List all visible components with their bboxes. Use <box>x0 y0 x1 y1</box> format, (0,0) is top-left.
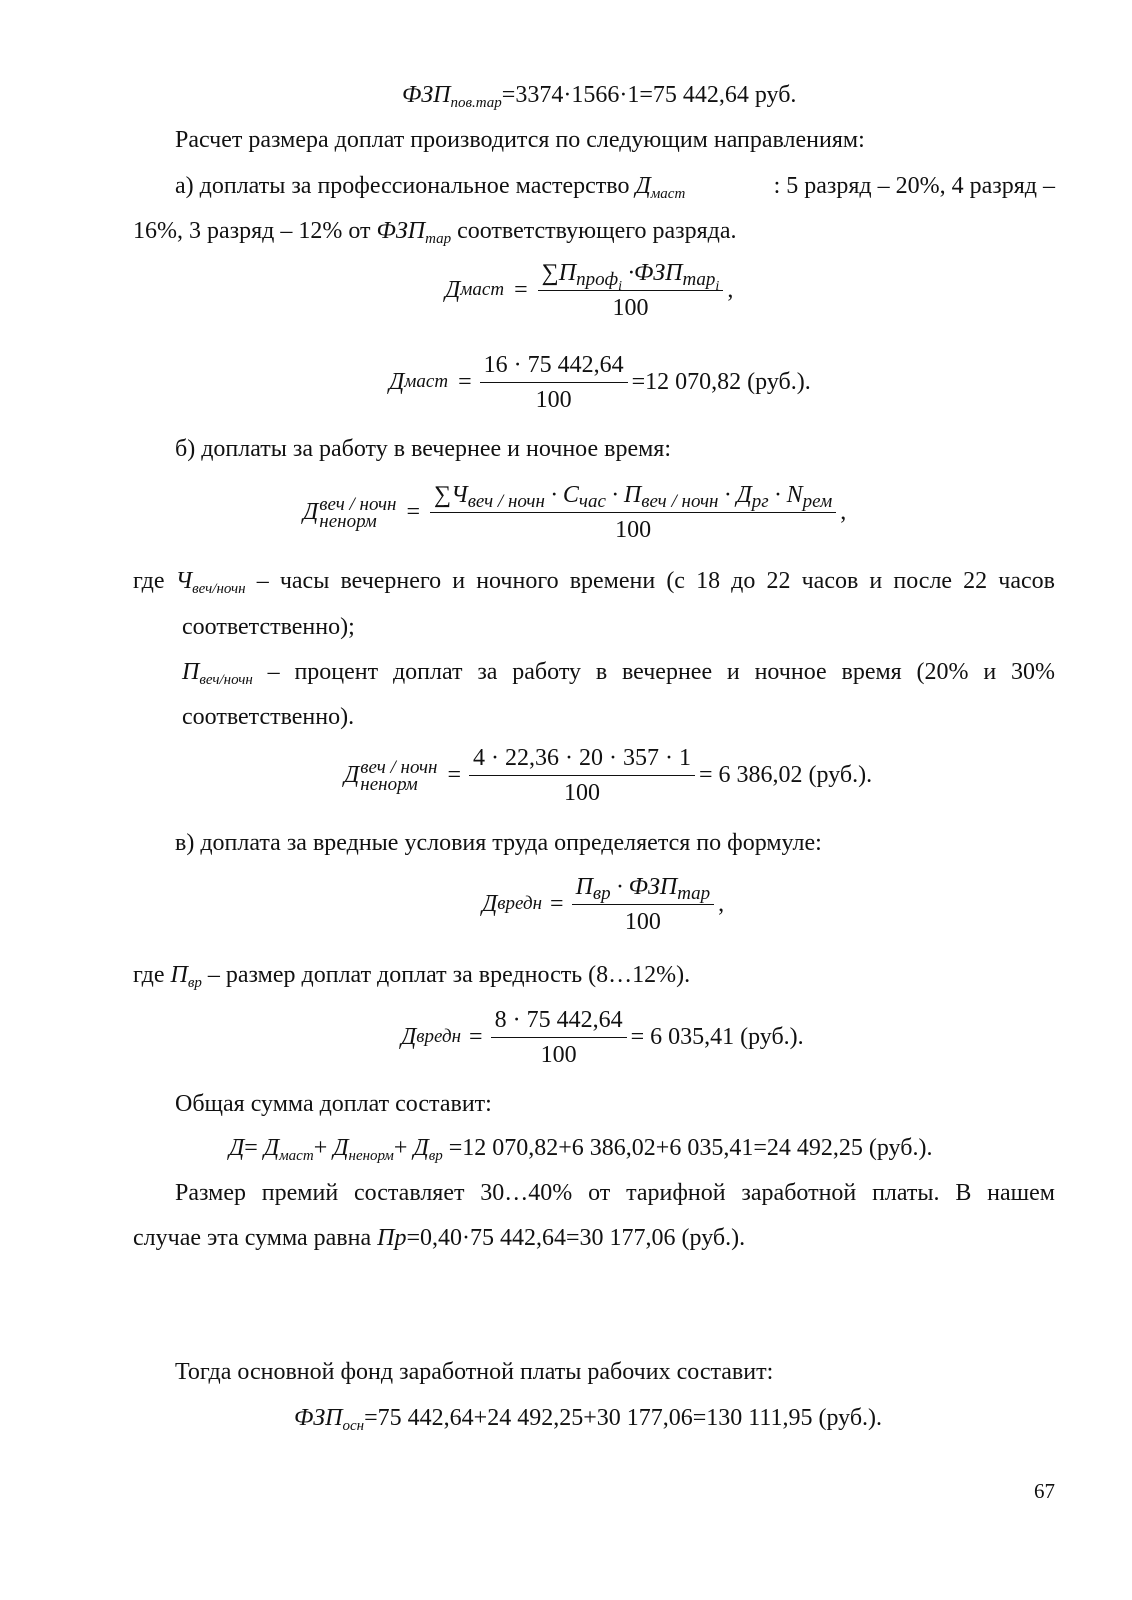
e-sub: рем <box>802 491 833 512</box>
c-sub: веч / ночн <box>641 491 719 512</box>
sub: вр <box>187 975 202 991</box>
where-ch-line2: соответственно); <box>182 614 355 640</box>
sub2: тар <box>682 269 716 290</box>
num: 4 · 22,36 · 20 · 357 · 1 <box>469 743 695 776</box>
fraction <box>572 872 715 937</box>
text: + <box>393 1135 414 1161</box>
tail: =12 070,82 (руб.). <box>631 369 811 395</box>
d: · Д <box>718 482 752 508</box>
sup: веч / ночн <box>319 493 397 515</box>
tail: , <box>718 891 725 917</box>
a: П <box>575 874 593 900</box>
var: Д <box>635 173 651 199</box>
fraction <box>538 258 724 323</box>
e: · N <box>768 482 803 508</box>
sub: маст <box>279 1148 314 1164</box>
lhs: Д <box>344 762 360 788</box>
paragraph-a-line2 <box>133 216 737 246</box>
sub: маст <box>650 186 686 202</box>
den: 100 <box>564 780 601 806</box>
lhs-scripts <box>360 756 438 795</box>
index: i <box>618 279 622 294</box>
var: ФЗП <box>294 1405 343 1431</box>
sub: ненорм <box>348 1148 394 1164</box>
where-p-line1 <box>182 657 1055 687</box>
b: · С <box>544 482 579 508</box>
page-number: 67 <box>1034 1479 1055 1503</box>
lhs: Д <box>482 891 498 917</box>
sub: осн <box>342 1418 365 1434</box>
text: а) доплаты за профессиональное мастерство <box>175 173 636 199</box>
formula-fond <box>294 1403 882 1433</box>
a: ∑Ч <box>434 482 468 508</box>
paragraph-premium-line2 <box>133 1223 745 1253</box>
var: Д <box>333 1135 349 1161</box>
heading-v: в) доплата за вредные условия труда определяется по формуле: <box>175 830 822 856</box>
lhs-sub: маст <box>404 371 449 392</box>
var: Ч <box>175 568 193 594</box>
var: П <box>182 659 200 685</box>
num: 16 · 75 442,64 <box>480 350 628 383</box>
text: случае эта сумма равна <box>133 1225 378 1251</box>
text: – процент доплат за работу в вечернее и ночное время (20% и 30% <box>252 659 1055 685</box>
lhs-sub: вредн <box>497 893 543 914</box>
lhs: Д <box>445 277 461 303</box>
var: Д <box>229 1135 245 1161</box>
den: 100 <box>535 387 572 413</box>
a-sub: веч / ночн <box>467 491 545 512</box>
text: = <box>244 1135 264 1161</box>
lhs: Д <box>389 369 405 395</box>
fraction <box>469 743 695 808</box>
index2: i <box>715 279 720 294</box>
fraction <box>480 350 628 415</box>
text: =0,40·75 442,64=30 177,06 (руб.). <box>406 1225 746 1251</box>
tail: , <box>727 277 734 303</box>
var: Д <box>263 1135 280 1161</box>
var: Пр <box>377 1225 407 1251</box>
text: где <box>133 568 176 594</box>
text: 16%, 3 разряд – 12% от <box>133 218 377 244</box>
lhs: Д <box>401 1024 417 1050</box>
var: П <box>170 962 188 988</box>
paragraph-intro: Расчет размера доплат производится по следующим направлениям: <box>175 127 865 153</box>
text: =75 442,64+24 492,25+30 177,06=130 111,95 (руб.). <box>364 1405 883 1431</box>
heading-b: б) доплаты за работу в вечернее и ночное время: <box>175 436 671 462</box>
text: : 5 разряд – 20%, 4 разряд – <box>773 173 1055 199</box>
fzp-sub: пов.тар <box>450 95 502 111</box>
a-sub: вр <box>592 883 611 904</box>
sub: ненорм <box>319 510 377 532</box>
den: 100 <box>624 909 661 935</box>
d-sub: рг <box>751 491 769 512</box>
heading-fond: Тогда основной фонд заработной платы рабочих составит: <box>175 1359 774 1385</box>
tail: = 6 386,02 (руб.). <box>699 762 873 788</box>
paragraph-a-line1 <box>175 171 1055 201</box>
b-sub: тар <box>677 883 711 904</box>
den: 100 <box>615 517 652 543</box>
where-p-line2: соответственно). <box>182 704 355 730</box>
text: – часы вечернего и ночного времени (с 18 до 22 часов и после 22 часов <box>245 568 1055 594</box>
formula-d-vredn-general: Д вредн = $\frac{П_{вр} \cdot ФЗП_{тар}}{100}$ , <box>482 874 725 935</box>
tail: , <box>840 499 847 525</box>
text: – размер доплат доплат за вредность (8…12%). <box>201 962 691 988</box>
fzp-var: ФЗП <box>402 82 451 108</box>
where-ch-line1 <box>133 566 1055 596</box>
sup: веч / ночн <box>360 756 438 778</box>
formula-d-nenorm-general: Д веч / ночн ненорм = $\frac{\sum Ч_{веч / ночн} \cdot С_{час} \cdot П_{веч / ночн} \cdot Д_{рг} \cdot N_{рем}}{100}$ , <box>303 482 847 543</box>
text: + <box>313 1135 334 1161</box>
var: ФЗП <box>376 218 426 244</box>
sub: тар <box>425 231 452 247</box>
text: =12 070,82+6 386,02+6 035,41=24 492,25 (руб.). <box>442 1135 933 1161</box>
fraction <box>491 1005 627 1070</box>
sub: веч/ночн <box>199 672 253 688</box>
heading-total: Общая сумма доплат составит: <box>175 1091 492 1117</box>
lhs: Д <box>303 499 319 525</box>
sub: вр <box>428 1148 443 1164</box>
formula-d-mast-general: Д маст = $\frac{\sum П_{проф_i} \cdot ФЗП_{тар_i}}{100}$ , <box>445 260 734 321</box>
den: 100 <box>540 1042 577 1068</box>
text: где <box>133 962 171 988</box>
num: ∑П <box>541 260 577 286</box>
formula-fzp-tariff <box>402 80 796 110</box>
lhs-scripts <box>319 493 397 532</box>
b-sub: час <box>578 491 606 512</box>
b: · ФЗП <box>610 874 678 900</box>
num-b: ·ФЗП <box>621 260 683 286</box>
sub: проф <box>576 269 619 290</box>
text: соответствующего разряда. <box>451 218 737 244</box>
den: 100 <box>612 295 649 321</box>
c: · П <box>605 482 642 508</box>
lhs-sub: вредн <box>416 1026 462 1047</box>
num: 8 · 75 442,64 <box>491 1005 627 1038</box>
tail: = 6 035,41 (руб.). <box>630 1024 804 1050</box>
formula-d-nenorm-calc: Д веч / ночн ненорм = $\frac{4 \cdot 22,36 \cdot 20 \cdot 357 \cdot 1}{100}$ = 6 386,02 (руб.). <box>344 745 873 806</box>
where-pvr <box>133 960 690 990</box>
fraction <box>430 480 836 545</box>
sub: ненорм <box>360 773 418 795</box>
paragraph-premium-line1: Размер премий составляет 30…40% от тарифной заработной платы. В нашем <box>175 1180 1055 1206</box>
formula-d-mast-calc: Д маст = $\frac{16 \cdot 75 442,64}{100}$ =12 070,82 (руб.). <box>389 352 811 413</box>
fzp-value: =3374·1566·1=75 442,64 руб. <box>501 82 797 108</box>
var: Д <box>413 1135 429 1161</box>
formula-d-vredn-calc: Д вредн = $\frac{8 \cdot 75 442,64}{100}$ = 6 035,41 (руб.). <box>401 1007 804 1068</box>
sub: веч/ночн <box>192 581 246 597</box>
formula-total <box>229 1133 932 1163</box>
lhs-sub: маст <box>460 279 505 300</box>
